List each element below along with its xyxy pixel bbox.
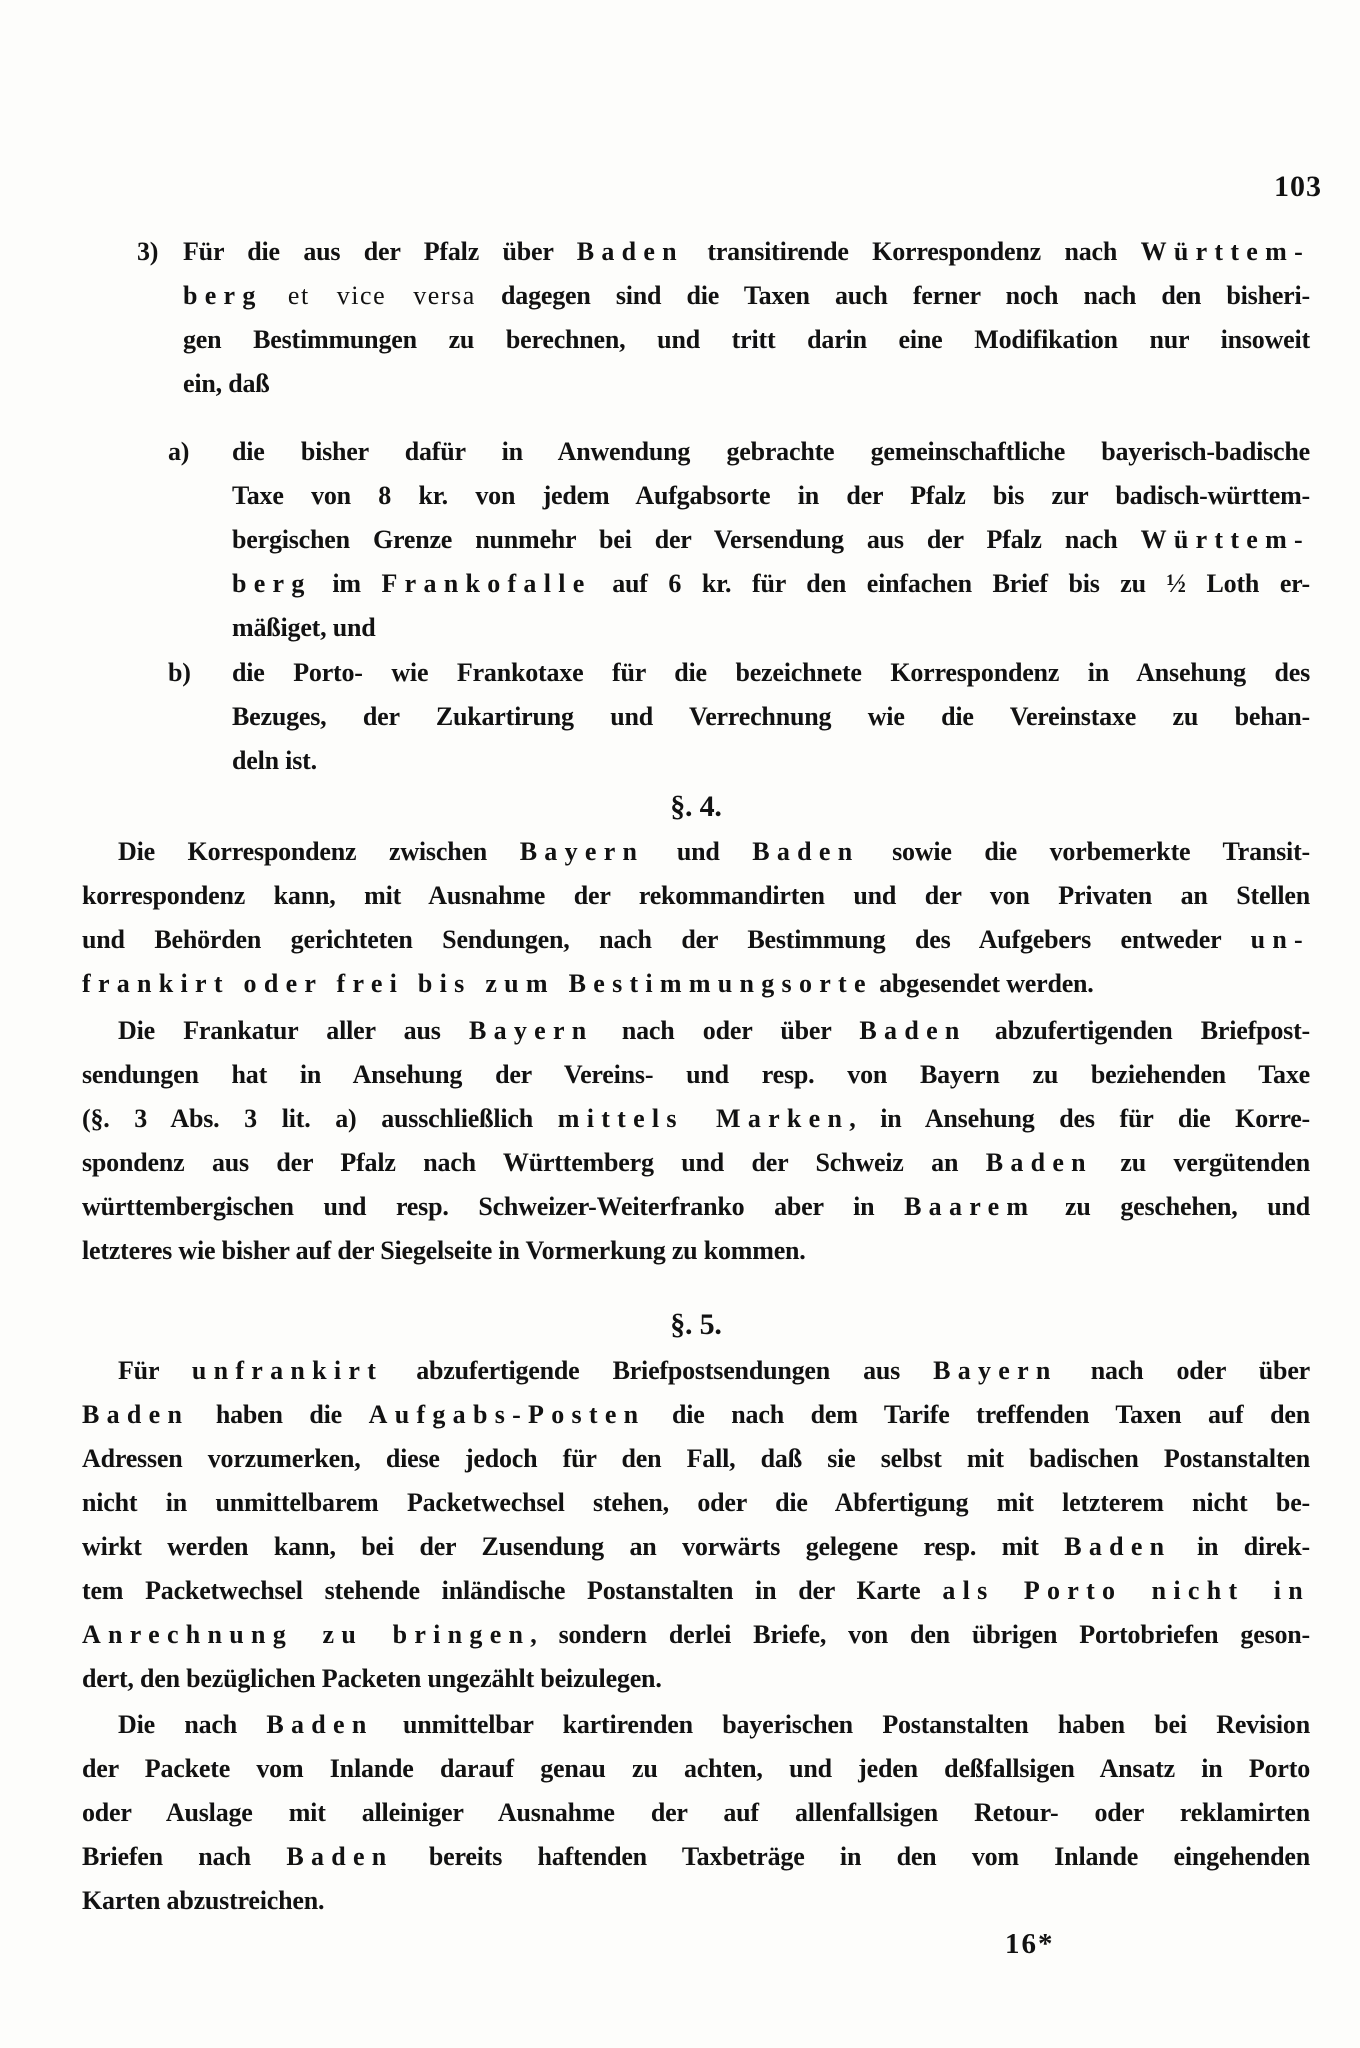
text-line — [82, 1437, 1310, 1481]
page-number: 103 — [1274, 170, 1322, 203]
text-run: dert, den bezüglichen Packeten ungezählt beizulegen. — [82, 1664, 662, 1693]
letterspaced-text: Baden — [266, 1710, 374, 1739]
letterspaced-text: Württem- — [1140, 525, 1310, 554]
letterspaced-text: mittels Marken — [557, 1104, 850, 1133]
text-line — [82, 1569, 1310, 1613]
section-heading: §. 5. — [670, 1308, 722, 1341]
text-run: sendungen hat in Ansehung der Vereins- und resp. von Bayern zu beziehenden Taxe — [82, 1060, 1310, 1089]
text-run: oder Auslage mit alleiniger Ausnahme der auf allenfallsigen Retour- oder reklamirten — [82, 1798, 1310, 1827]
page-content — [82, 230, 1310, 1923]
letterspaced-text: Bayern — [519, 837, 645, 866]
text-run — [263, 281, 288, 310]
letterspaced-text: Baden — [985, 1148, 1093, 1177]
text-run: bergischen Grenze nunmehr bei der Versendung aus der Pfalz nach — [232, 525, 1141, 554]
text-run: die Porto- wie Frankotaxe für die bezeichnete Korrespondenz in Ansehung des — [232, 658, 1310, 687]
list-item-label: b) — [168, 658, 191, 687]
text-line — [82, 1349, 1310, 1393]
text-run: unmittelbar kartirenden bayerischen Postanstalten haben bei Revision — [373, 1710, 1310, 1739]
text-run: abzufertigenden Briefpost- — [966, 1016, 1310, 1045]
text-run: die bisher dafür in Anwendung gebrachte gemeinschaftliche bayerisch-badische — [232, 437, 1310, 466]
letterspaced-text: Baarem — [904, 1192, 1036, 1221]
text-run: deln ist. — [232, 746, 317, 775]
text-run: der Packete vom Inlande darauf genau zu achten, und jeden deßfallsigen Ansatz in Porto — [82, 1754, 1310, 1783]
text-run: abgesendet werden. — [872, 969, 1094, 998]
text-run: und Behörden gerichteten Sendungen, nach der Bestimmung des Aufgebers entweder — [82, 925, 1251, 954]
text-run: korrespondenz kann, mit Ausnahme der rekommandirten und der von Privaten an Stellen — [82, 881, 1310, 910]
text-run: Briefen nach — [82, 1842, 287, 1871]
text-run: haben die — [189, 1400, 369, 1429]
text-run: und — [644, 837, 753, 866]
paragraph — [82, 1349, 1310, 1701]
text-run: , sondern derlei Briefe, von den übrigen Portobriefen geson- — [530, 1620, 1310, 1649]
letterspaced-text: Baden — [752, 837, 860, 866]
text-line — [82, 918, 1310, 962]
text-run: in direk- — [1171, 1532, 1310, 1561]
text-line — [232, 430, 1310, 474]
text-line — [232, 739, 1310, 783]
text-run: nicht in unmittelbarem Packetwechsel stehen, oder die Abfertigung mit letzterem nicht be- — [82, 1488, 1310, 1517]
text-run: transitirende Korrespondenz nach — [683, 237, 1141, 266]
text-run: Adressen vorzumerken, diese jedoch für den Fall, daß sie selbst mit badischen Postanstalten — [82, 1444, 1310, 1473]
paragraph — [82, 1009, 1310, 1273]
letterspaced-text: un- — [1250, 925, 1310, 954]
text-run: Bezuges, der Zukartirung und Verrechnung wie die Vereinstaxe zu behan- — [232, 702, 1310, 731]
text-line — [232, 474, 1310, 518]
text-run: abzufertigende Briefpostsendungen aus — [383, 1356, 934, 1385]
text-run: Die nach — [118, 1710, 267, 1739]
list-item — [82, 430, 1310, 650]
text-run: Die Frankatur aller aus — [118, 1016, 469, 1045]
letterspaced-text: Bayern — [468, 1016, 594, 1045]
text-run: im — [311, 569, 382, 598]
printer-signature-mark: 16* — [1005, 1928, 1055, 1960]
letterspaced-text: unfrankirt — [191, 1356, 384, 1385]
text-line — [82, 1393, 1310, 1437]
letterspaced-text: als Porto nicht in — [942, 1576, 1310, 1605]
text-run: die nach dem Tarife treffenden Taxen auf den — [645, 1400, 1310, 1429]
letterspaced-text: Baden — [286, 1842, 394, 1871]
antiqua-text: et vice versa — [287, 281, 476, 310]
text-run: Karten abzustreichen. — [82, 1886, 325, 1915]
text-run: spondenz aus der Pfalz nach Württemberg und der Schweiz an — [82, 1148, 986, 1177]
text-run: nach oder über — [593, 1016, 860, 1045]
text-line — [82, 874, 1310, 918]
letterspaced-text: berg — [232, 569, 312, 598]
text-run: zu geschehen, und — [1035, 1192, 1310, 1221]
text-line — [82, 1703, 1310, 1747]
letterspaced-text: Aufgabs-Posten — [368, 1400, 646, 1429]
list-item — [82, 230, 1310, 406]
letterspaced-text: Baden — [82, 1400, 190, 1429]
letterspaced-text: Baden — [1064, 1532, 1172, 1561]
list-item — [82, 651, 1310, 783]
text-run: württembergischen und resp. Schweizer-Weiterfranko aber in — [82, 1192, 905, 1221]
letterspaced-text: Baden — [576, 237, 684, 266]
paragraph — [82, 1703, 1310, 1923]
text-line — [82, 1791, 1310, 1835]
text-line — [232, 606, 1310, 650]
text-run: sowie die vorbemerkte Transit- — [859, 837, 1310, 866]
text-line — [82, 1835, 1310, 1879]
text-run: Die Korrespondenz zwischen — [118, 837, 520, 866]
text-run: ein, daß — [183, 369, 270, 398]
letterspaced-text: frankirt oder frei bis zum Bestimmungsorte — [82, 969, 873, 998]
text-line — [183, 318, 1310, 362]
text-line — [82, 1747, 1310, 1791]
text-run: zu vergütenden — [1092, 1148, 1310, 1177]
letterspaced-text: Baden — [859, 1016, 967, 1045]
text-line — [82, 962, 1310, 1006]
text-line — [82, 1009, 1310, 1053]
text-line — [82, 1097, 1310, 1141]
text-run: letzteres wie bisher auf der Siegelseite in Vormerkung zu kommen. — [82, 1236, 806, 1265]
text-line — [82, 1879, 1310, 1923]
letterspaced-text: Frankofalle — [381, 569, 592, 598]
text-line — [82, 1525, 1310, 1569]
text-line — [82, 1613, 1310, 1657]
text-run: (§. 3 Abs. 3 lit. a) ausschließlich — [82, 1104, 558, 1133]
text-run: Für — [118, 1356, 192, 1385]
text-line — [82, 1481, 1310, 1525]
letterspaced-text: Anrechnung zu bringen — [82, 1620, 531, 1649]
text-run: Taxe von 8 kr. von jedem Aufgabsorte in der Pfalz bis zur badisch-württem- — [232, 481, 1310, 510]
paragraph — [82, 830, 1310, 1006]
list-item-label: a) — [168, 437, 190, 466]
section-heading: §. 4. — [670, 790, 722, 823]
text-line — [82, 830, 1310, 874]
text-run: wirkt werden kann, bei der Zusendung an vorwärts gelegene resp. mit — [82, 1532, 1065, 1561]
letterspaced-text: Bayern — [933, 1356, 1058, 1385]
text-run: , in Ansehung des für die Korre- — [849, 1104, 1311, 1133]
text-line — [232, 695, 1310, 739]
text-line — [183, 230, 1310, 274]
text-line — [232, 518, 1310, 562]
text-line — [82, 1053, 1310, 1097]
text-line — [232, 651, 1310, 695]
text-run: nach oder über — [1057, 1356, 1310, 1385]
text-line — [183, 274, 1310, 318]
text-run: gen Bestimmungen zu berechnen, und tritt darin eine Modifikation nur insoweit — [183, 325, 1310, 354]
text-line — [82, 1141, 1310, 1185]
text-run: bereits haftenden Taxbeträge in den vom Inlande eingehenden — [393, 1842, 1310, 1871]
text-run: dagegen sind die Taxen auch ferner noch nach den bisheri- — [475, 281, 1310, 310]
list-item-label: 3) — [137, 237, 159, 266]
text-line — [183, 362, 1310, 406]
text-line — [82, 1185, 1310, 1229]
text-line — [82, 1229, 1310, 1273]
letterspaced-text: berg — [183, 281, 263, 310]
letterspaced-text: Württem- — [1140, 237, 1311, 266]
text-line — [232, 562, 1310, 606]
text-run: Für die aus der Pfalz über — [183, 237, 577, 266]
text-run: mäßiget, und — [232, 613, 376, 642]
list-item-text — [183, 230, 1310, 406]
list-item-text — [232, 430, 1310, 650]
text-run: auf 6 kr. für den einfachen Brief bis zu ½ Loth er- — [591, 569, 1310, 598]
text-line — [82, 1657, 1310, 1701]
list-item-text — [232, 651, 1310, 783]
text-run: tem Packetwechsel stehende inländische Postanstalten in der Karte — [82, 1576, 943, 1605]
